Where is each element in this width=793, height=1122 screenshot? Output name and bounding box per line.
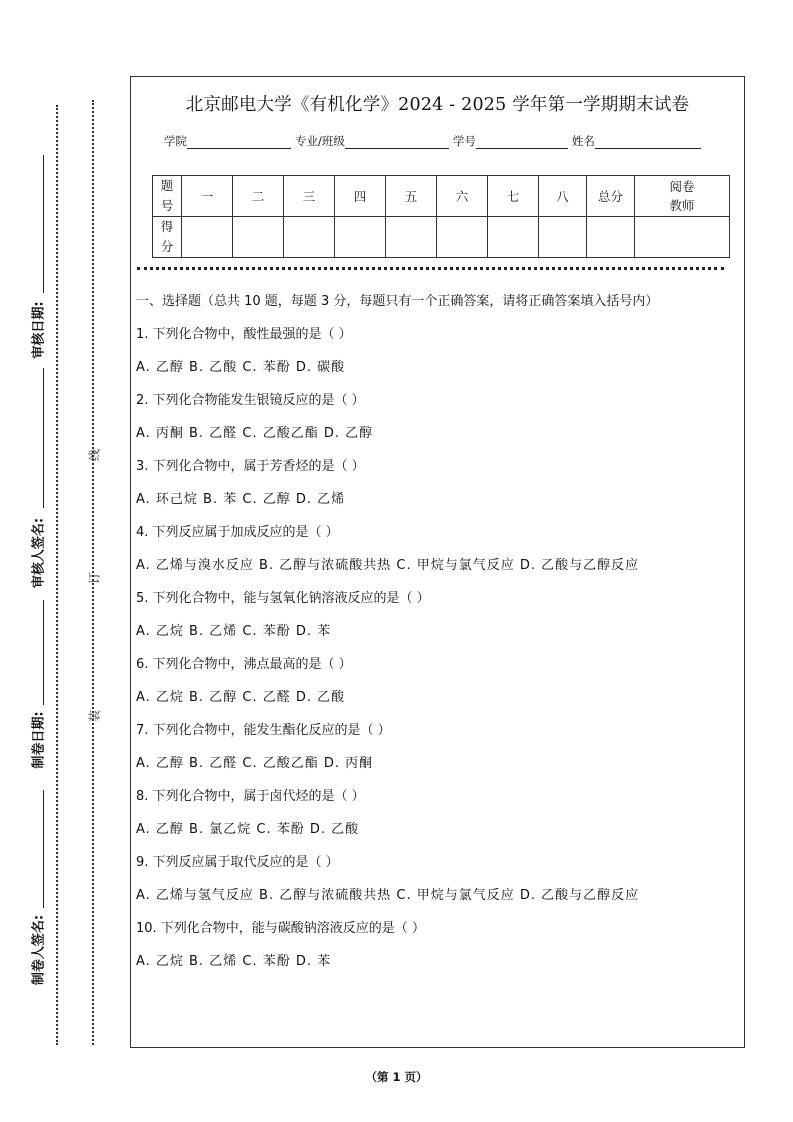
col-3: 三 — [284, 176, 335, 217]
dotted-separator — [137, 267, 724, 270]
question-options: A. 乙醇 B. 乙酸 C. 苯酚 D. 碳酸 — [136, 360, 346, 375]
college-label: 学院 — [164, 134, 187, 148]
student-info-row — [164, 133, 705, 149]
col-grader: 阅卷教师 — [635, 176, 730, 217]
question-options: A. 乙醇 B. 乙醛 C. 乙酸乙酯 D. 丙酮 — [136, 756, 374, 771]
question-stem: 10. 下列化合物中，能与碳酸钠溶液反应的是（ ） — [136, 921, 425, 936]
score-cell[interactable] — [437, 217, 488, 258]
score-cell[interactable] — [587, 217, 635, 258]
score-cell[interactable] — [635, 217, 730, 258]
binding-char-zhuang: 装 — [87, 709, 102, 723]
col-8: 八 — [539, 176, 587, 217]
col-5: 五 — [386, 176, 437, 217]
score-cell[interactable] — [539, 217, 587, 258]
student-id-blank — [476, 135, 568, 149]
question-options: A. 乙烷 B. 乙烯 C. 苯酚 D. 苯 — [136, 954, 332, 969]
binding-margin — [0, 0, 125, 1122]
score-label: 得分 — [153, 217, 182, 258]
question-options: A. 乙醇 B. 氯乙烷 C. 苯酚 D. 乙酸 — [136, 822, 360, 837]
author-signature-label: 制卷人签名: — [31, 914, 47, 986]
question-stem: 3. 下列化合物中，属于芳香烃的是（ ） — [136, 459, 365, 474]
score-cell[interactable] — [233, 217, 284, 258]
question-stem: 1. 下列化合物中，酸性最强的是（ ） — [136, 327, 352, 342]
questions-section — [136, 291, 739, 973]
col-total: 总分 — [587, 176, 635, 217]
question-options: A. 环己烷 B. 苯 C. 乙醇 D. 乙烯 — [136, 492, 346, 507]
question-number-label: 题号 — [153, 176, 182, 217]
col-1: 一 — [182, 176, 233, 217]
exam-title: 北京邮电大学《有机化学》2024 - 2025 学年第一学期期末试卷 — [185, 95, 690, 115]
score-cell[interactable] — [182, 217, 233, 258]
score-cell[interactable] — [284, 217, 335, 258]
col-6: 六 — [437, 176, 488, 217]
question-stem: 7. 下列化合物中，能发生酯化反应的是（ ） — [136, 723, 391, 738]
binding-char-ding: 订 — [87, 571, 102, 585]
exam-paper-frame — [130, 76, 745, 1048]
score-table-header-row — [153, 176, 730, 217]
score-cell[interactable] — [335, 217, 386, 258]
question-options: A. 乙烷 B. 乙醇 C. 乙醛 D. 乙酸 — [136, 690, 346, 705]
college-blank — [187, 135, 291, 149]
review-date-line — [43, 155, 44, 293]
author-signature-line — [43, 790, 44, 908]
reviewer-signature-label: 审核人签名: — [31, 517, 47, 589]
major-class-label: 专业/班级 — [295, 134, 345, 148]
question-stem: 8. 下列化合物中，属于卤代烃的是（ ） — [136, 789, 365, 804]
author-date-label: 制卷日期: — [31, 711, 47, 769]
score-cell[interactable] — [488, 217, 539, 258]
col-7: 七 — [488, 176, 539, 217]
question-options: A. 乙烯与溴水反应 B. 乙醇与浓硫酸共热 C. 甲烷与氯气反应 D. 乙酸与乙醇反应 — [136, 558, 640, 573]
col-4: 四 — [335, 176, 386, 217]
section-heading: 一、选择题（总共 10 题，每题 3 分，每题只有一个正确答案，请将正确答案填入括号内） — [136, 294, 659, 309]
question-options: A. 乙烯与氢气反应 B. 乙醇与浓硫酸共热 C. 甲烷与氯气反应 D. 乙酸与乙醇反应 — [136, 888, 640, 903]
review-date-label: 审核日期: — [31, 301, 47, 359]
score-table — [152, 175, 730, 258]
question-stem: 4. 下列反应属于加成反应的是（ ） — [136, 525, 339, 540]
question-options: A. 乙烷 B. 乙烯 C. 苯酚 D. 苯 — [136, 624, 332, 639]
outer-dotted-line — [56, 105, 58, 1045]
question-stem: 9. 下列反应属于取代反应的是（ ） — [136, 855, 339, 870]
reviewer-signature-line — [43, 368, 44, 508]
major-class-blank — [345, 135, 449, 149]
name-label: 姓名 — [571, 134, 595, 148]
question-stem: 6. 下列化合物中，沸点最高的是（ ） — [136, 657, 352, 672]
binding-char-xian: 线 — [87, 448, 102, 462]
score-table-score-row — [153, 217, 730, 258]
col-2: 二 — [233, 176, 284, 217]
question-stem: 5. 下列化合物中，能与氢氧化钠溶液反应的是（ ） — [136, 591, 430, 606]
score-cell[interactable] — [386, 217, 437, 258]
page-number: （第 1 页） — [365, 1070, 428, 1084]
question-options: A. 丙酮 B. 乙醛 C. 乙酸乙酯 D. 乙醇 — [136, 426, 374, 441]
author-date-line — [43, 600, 44, 705]
student-id-label: 学号 — [452, 134, 476, 148]
name-blank — [595, 135, 701, 149]
question-stem: 2. 下列化合物能发生银镜反应的是（ ） — [136, 393, 365, 408]
